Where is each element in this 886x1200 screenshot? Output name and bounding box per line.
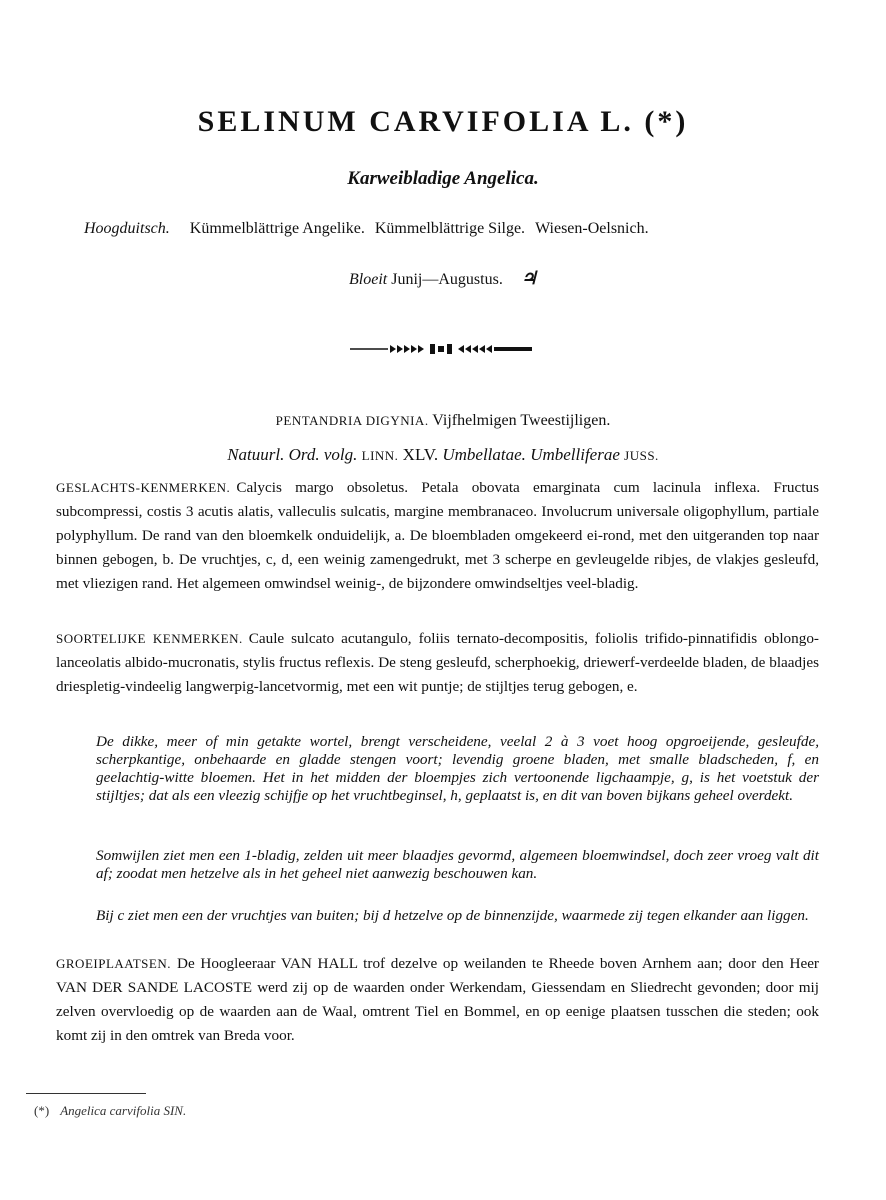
- juss-abbrev: JUSS.: [624, 448, 659, 463]
- common-name: Kümmelblättrige Silge.: [374, 220, 526, 237]
- order-number: XLV.: [402, 445, 439, 464]
- flowering-period: Junij—Augustus.: [391, 271, 503, 288]
- genus-heading: GESLACHTS-KENMERKEN.: [56, 480, 231, 495]
- common-name: Kümmelblättrige Angelike.: [189, 220, 365, 237]
- dutch-class: Vijfhelmigen Tweestijligen.: [432, 412, 611, 429]
- linn-abbrev: LINN.: [361, 448, 399, 463]
- page-title: SELINUM CARVIFOLIA L. (*): [197, 105, 689, 138]
- habitat-text: De Hoogleeraar VAN HALL trof dezelve op weilanden te Rheede boven Arnhem aan; door den Heer VAN DER SANDE LACOSTE werd zij op de waarden onder Werkendam, Giessendam en Sliedrecht gevonden; door mij zelven overvloedig op de waarden aan de Waal, omtrent Tiel en Bommel, en op eenige plaatsen tusschen die steden; ook komt zij in den omtrek van Breda voor.: [56, 955, 819, 1044]
- common-name: Wiesen-Oelsnich.: [535, 220, 649, 237]
- ornamental-divider-icon: [350, 342, 532, 356]
- species-paragraph: [56, 627, 819, 699]
- classification-line: [0, 412, 886, 430]
- umbellatae: Umbellatae.: [442, 445, 526, 464]
- natural-order-prefix: Natuurl. Ord. volg.: [227, 445, 358, 464]
- flowering-line: [0, 268, 886, 289]
- common-names: [84, 220, 824, 238]
- natural-order-line: [0, 445, 886, 465]
- language-label: Hoogduitsch.: [84, 220, 170, 237]
- species-text: Caule sulcato acutangulo, foliis ternato-decompositis, foliolis trifido-pinnatifidis oblongo-lanceolatis albido-mucronatis, stylis fructus reflexis. De steng gesleufd, scherphoekig, driewerf-verdeelde bladen, de blaadjes driespletig-vindeelig langwerpig-lancetvormig, met een wit puntje; de stijltjes terug gebogen, e.: [56, 630, 819, 695]
- linnaean-class: PENTANDRIA DIGYNIA.: [275, 413, 429, 428]
- footnote-rule: [26, 1093, 146, 1094]
- footnote-text: Angelica carvifolia SIN.: [60, 1103, 187, 1118]
- subtitle: Karweibladige Angelica.: [347, 168, 539, 189]
- genus-text: Calycis margo obsoletus. Petala obovata emarginata cum lacinula inflexa. Fructus subcompressi, costis 3 acutis alatis, valleculis sulcatis, margine membranaceo. Involucrum universale oligophyllum, partiale polyphyllum. De rand van den bloemkelk onduidelijk, a. De bloembladen omgekeerd ei-rond, met den uitgeranden top naar binnen gebogen, b. De vruchtjes, c, d, een weinig zamengedrukt, met 3 scherpe en gevleugelde ribjes, de vlakjes gesleufd, met vliezigen rand. Het algemeen omwindsel weinig-, de bijzondere omwindseltjes veel-bladig.: [56, 479, 819, 592]
- habitat-paragraph: [56, 952, 819, 1048]
- footnote-mark: (*): [34, 1103, 50, 1118]
- footnote: [34, 1103, 186, 1119]
- habitat-heading: GROEIPLAATSEN.: [56, 956, 171, 971]
- description-paragraph: Somwijlen ziet men een 1-bladig, zelden uit meer blaadjes gevormd, algemeen bloemwindsel, doch zeer vroeg valt dit af; zoodat men hetzelve als in het geheel niet aanwezig beschouwen kan.: [96, 847, 819, 882]
- flowering-label: Bloeit: [349, 271, 388, 288]
- umbelliferae: Umbelliferae: [530, 445, 620, 464]
- species-heading: SOORTELIJKE KENMERKEN.: [56, 631, 243, 646]
- perennial-symbol: ♃: [520, 268, 537, 288]
- description-paragraph: De dikke, meer of min getakte wortel, brengt verscheidene, veelal 2 à 3 voet hoog opgroeijende, gesleufde, scherpkantige, onbehaarde en gladde stengen voort; levendig groene bladen, met smalle bladscheden, f, en geelachtig-witte bloemen. Het in het midden der bloempjes zich vertoonende ligchaampje, g, is het voetstuk der stijltjes; dat als een vleezig schijfje op het vruchtbeginsel, h, geplaatst is, en dit van boven bijkans geheel overdekt.: [96, 733, 819, 804]
- genus-paragraph: [56, 476, 819, 596]
- description-paragraph: Bij c ziet men een der vruchtjes van buiten; bij d hetzelve op de binnenzijde, waarmede zij tegen elkander aan liggen.: [96, 907, 809, 924]
